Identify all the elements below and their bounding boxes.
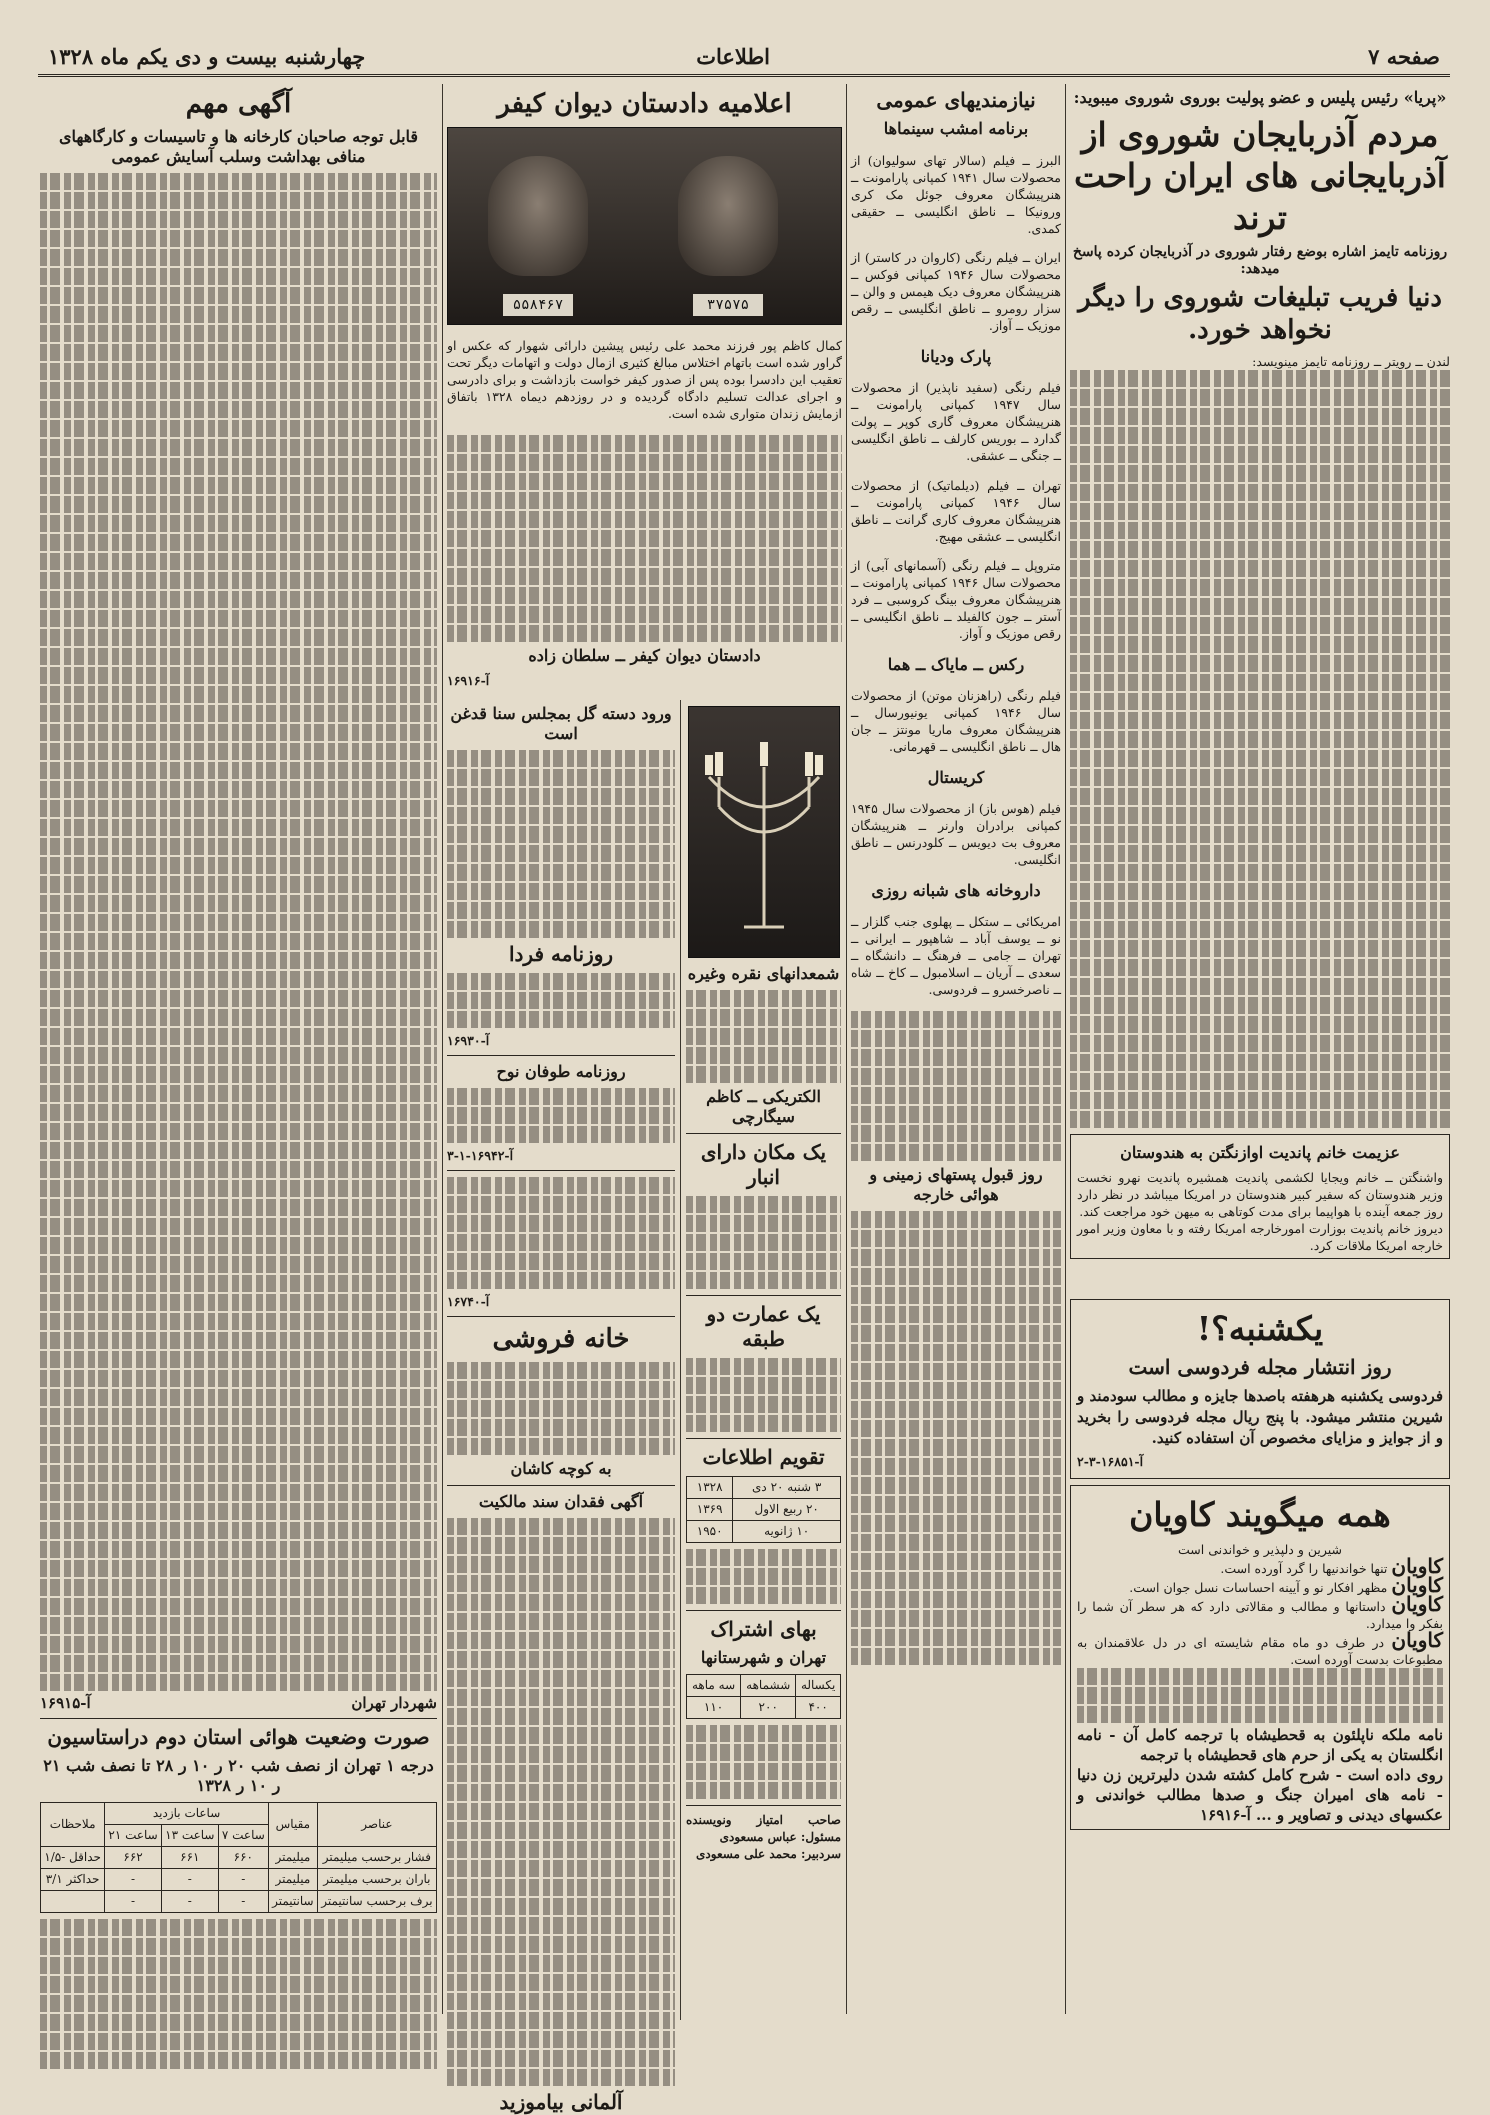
- cinema-park: فیلم رنگی (سفید ناپذیر) از محصولات سال ۱۹۴۷ کمپانی پارامونت ــ هنرپیشگان معروف گاری کوپر ــ پولت گدارد ــ بوریس کارلف ــ ناطق انگلیسی ــ جنگی ــ عشقی.: [851, 380, 1061, 463]
- kaveh-tail: نامه ملکه ناپلئون به قحطیشاه با ترجمه کامل آن - نامه انگلستان به یکی از حرم های قحطیشاه با ترجمه: [1077, 1726, 1443, 1765]
- code-3: آ-۱۶۷۴۰: [447, 1294, 490, 1309]
- makan-title: یک مکان دارای انبار: [700, 1140, 827, 1189]
- lost-deed-title: آگهی فقدان سند مالکیت: [478, 1491, 644, 1511]
- cinema-tehran: تهران ــ فیلم (دیلماتیک) از محصولات سال ۱۹۴۶ کمپانی پارامونت ــ هنرپیشگان معروف کاری گرانت ــ ناطق انگلیسی ــ عشقی مهیج.: [851, 477, 1061, 544]
- issue-date: چهارشنبه بیست و دی یکم ماه ۱۳۲۸: [48, 44, 366, 69]
- pharmacy-list: امریکائی ــ ستکل ــ پهلوی جنب گلزار ــ نو ــ یوسف آباد ــ شاهپور ــ ایرانی ــ تهران ــ جامی ــ فرهنگ ــ دانشگاه ــ سعدی ــ آریان ــ اسلامبول ــ کاخ ــ شاه ــ ناصرخسرو ــ فردوسی.: [851, 914, 1061, 997]
- notices-title: نیازمندیهای عمومی: [876, 88, 1036, 112]
- page-number: صفحه ۷: [1368, 44, 1440, 69]
- pandit-tail: دیروز خانم پاندیت بوزارت امورخارجه امریکا رفته و با معاون وزیر امور خارجه امریکا ملاقات کرد.: [1077, 1220, 1443, 1253]
- house-title: خانه فروشی: [492, 1324, 630, 1354]
- court-text: کمال کاظم پور فرزند محمد علی رئیس پیشین دارائی شهوار که عکس او گراور شده است باتهام اختلاس مبالغ کثیری ازمال دولت و اتهامات دیگر تحت تعقیب این دادسرا بوده پس از صدور کیفر خواست بازداشت و برای دادرسی و اجرای عدالت تسلیم دادگاه گردیده و در روزدهم دیماه ۱۳۲۸ باتفاق ازمایش زندان متواری شده است.: [447, 338, 842, 421]
- subscription-title: بهای اشتراک: [710, 1617, 817, 1641]
- article-body: [1070, 370, 1450, 1128]
- pandit-text: واشنگتن ــ خانم ویجایا لکشمی پاندیت همشیره پاندیت نهرو نخست وزیر هندوستان که سفیر کبیر هندوستان در امریکا میباشد در نظر دارد روز جمعه آینده با هواپیما برای مدت کوتاهی به میهن خود مراجعت کند.: [1077, 1169, 1443, 1219]
- headline-2: دنیا فریب تبلیغات شوروی را دیگر نخواهد خورد.: [1078, 282, 1442, 346]
- dateline: لندن ــ رویتر ــ روزنامه تایمز مینویسد:: [1252, 353, 1450, 369]
- kazem-line: الکتریکی ــ کاظم سیگارچی: [706, 1087, 821, 1126]
- code-2: آ-۱۶۹۴۲-۱-۳: [447, 1148, 514, 1163]
- park-title: پارک ودیانا: [920, 346, 992, 366]
- court-sign-code: آ-۱۶۹۱۶: [447, 672, 490, 688]
- weather-row: برف برحسب سانتیمتر سانتیمتر - - -: [41, 1890, 437, 1912]
- mugshot-plate-left: ۵۵۸۴۶۷: [503, 294, 573, 316]
- publisher-line: صاحب امتیاز ونویسنده مسئول: عباس مسعودی: [686, 1813, 841, 1844]
- pandit-title: عزیمت خانم پاندیت اوازنگتن به هندوستان: [1120, 1142, 1400, 1162]
- subhead: روزنامه تایمز اشاره بوضع رفتار شوروی در آذربایجان کرده پاسخ میدهد:: [1072, 243, 1448, 277]
- calendar-title: تقویم اطلاعات: [702, 1445, 825, 1469]
- kaveh-line-2: کاویان مظهر افکار نو و آیینه احساسات نسل جوان است.: [1129, 1573, 1443, 1598]
- column-rule: [1065, 84, 1066, 2014]
- kaveh-ad-title: همه میگویند کاویان: [1129, 1495, 1391, 1534]
- column-ads-b: [686, 700, 841, 2020]
- notice-body: [40, 173, 437, 1691]
- column-ads-a: [447, 700, 675, 2114]
- kaveh-ad-sub: شیرین و دلپذیر و خواندنی است: [1178, 1542, 1342, 1558]
- mugshot-face-left: [488, 156, 588, 276]
- mugshot-photo: [447, 127, 842, 325]
- chandelier-title: شمعدانهای نقره وغیره: [687, 964, 840, 983]
- cinema-metro: متروپل ــ فیلم رنگی (آسمانهای آبی) از محصولات سال ۱۹۴۶ کمپانی پارامونت ــ هنرپیشگان معروف بینگ کروسبی ــ فرد آستر ــ جون کالفیلد ــ ناطق انگلیسی ــ رقص موزیک و آواز.: [851, 558, 1061, 641]
- column-rule: [680, 700, 681, 2020]
- kashan-line: به کوچه کاشان: [510, 1458, 612, 1478]
- calendar-table: ۳ شنبه ۲۰ دی ۱۳۲۸ ۲۰ ربیع الاول ۱۳۶۹ ۱۰ ژانویه ۱۹۵۰: [686, 1476, 841, 1543]
- mugshot-face-right: [678, 156, 778, 276]
- toufan-title: روزنامه طوفان نوح: [496, 1062, 626, 1081]
- ferdowsi-ad-text: فردوسی یکشنبه هرهفته باصدها جایزه و مطالب سودمند و شیرین منتشر میشود. با پنج ریال مجله فردوسی را بخرید و از جوایز و مزایای مخصوص آن استفاده کنید.: [1077, 1387, 1443, 1447]
- court-title: اعلامیه دادستان دیوان کیفر: [497, 89, 792, 119]
- hava-title: روز قبول پستهای زمینی و هوائی خارجه: [869, 1164, 1043, 1204]
- column-notices: [851, 84, 1061, 2014]
- ferdowsi-ad-sub: روز انتشار مجله فردوسی است: [1128, 1355, 1392, 1379]
- notice-signer: شهردار تهران: [351, 1693, 437, 1712]
- column-court: [447, 84, 842, 694]
- kaveh-end: روی داده است - شرح کامل کشته شدن دلیرترین زن دنیا - نامه های امیران جنگ و صدها مطالب خواندنی و عکسهای دیدنی و تصاویر و ... آ-۱۶۹۱۶: [1077, 1766, 1443, 1825]
- crystal-title: کریستال: [927, 767, 985, 787]
- ferdowsi-ad-title: یکشنبه؟!: [1196, 1308, 1324, 1348]
- weather-table: عناصر مقیاس ساعات بازدید ملاحظات ساعت ۷ ساعت ۱۳ ساعت ۲۱ فشار برحسب میلیمتر میلیمتر ۶۶۰ ۶۶۱ ۶۶۲ حداقل -۱/۵ باران برحسب میلیمتر میلیمتر - - - حداکثر ۳/۱ برف برحسب سانتیمتر سانتیمتر - - -: [40, 1802, 437, 1913]
- masthead: [38, 38, 1450, 77]
- kaveh-line-4: کاویان در طرف دو ماه مقام شایسته ای در دل علاقمندان به مطبوعات بدست آورده است.: [1077, 1628, 1443, 1668]
- ferdowsi-ad-code: آ-۱۶۸۵۱-۳-۲: [1077, 1454, 1144, 1469]
- kaveh-line-3: کاویان داستانها و مطالب و مقالاتی دارد که هر سطر آن شما را بفکر وا میدارد.: [1077, 1592, 1443, 1632]
- weather-row: باران برحسب میلیمتر میلیمتر - - - حداکثر ۳/۱: [41, 1868, 437, 1890]
- pandit-news: [1070, 1134, 1450, 1259]
- column-right: [1070, 84, 1450, 2014]
- cinema-title: برنامه امشب سینماها: [883, 119, 1029, 138]
- cinema-iran: ایران ــ فیلم رنگی (کاروان در کاستر) از محصولات سال ۱۹۴۶ کمپانی فوکس ــ هنرپیشگان معروف دیک هیمس و والن ــ سزار رومرو ــ ناطق انگلیسی ــ رقص موزیک ــ آواز.: [851, 250, 1061, 333]
- ferdowsi-ad: [1070, 1299, 1450, 1479]
- subscription-sub: تهران و شهرستانها: [700, 1648, 827, 1667]
- chandelier-image: [688, 706, 840, 958]
- kaveh-line-1: کاویان تنها خواندنیها را گرد آورده است.: [1220, 1554, 1443, 1579]
- german-title: آلمانی بیاموزید: [499, 2089, 623, 2114]
- weather-subtitle: درجه ۱ تهران از نصف شب ۲۰ ر ۱۰ ر ۲۸ تا نصف شب ۲۱ ر ۱۰ ر ۱۳۲۸: [43, 1755, 434, 1795]
- column-left: [40, 84, 437, 2014]
- court-sign: دادستان دیوان کیفر ــ سلطان زاده: [528, 645, 761, 665]
- cinema-alborz: البرز ــ فیلم (سالار تهای سولیوان) از محصولات سال ۱۹۴۱ کمپانی پارامونت ــ هنرپیشگان معروف جوئل مک کری ورونیکا ــ ناطق انگلیسی ــ حقیقی کمدی.: [851, 152, 1061, 236]
- weather-row: فشار برحسب میلیمتر میلیمتر ۶۶۰ ۶۶۱ ۶۶۲ حداقل -۱/۵: [41, 1846, 437, 1868]
- omarat-title: یک عمارت دو طبقه: [706, 1302, 821, 1351]
- column-rule: [442, 84, 443, 2014]
- code-1: آ-۱۶۹۳۰: [447, 1033, 490, 1048]
- chandelier-icon: [689, 707, 839, 957]
- subscription-table: یکساله ششماهه سه ماهه ۴۰۰ ۲۰۰ ۱۱۰: [686, 1674, 841, 1719]
- notice-code: آ-۱۶۹۱۵: [40, 1693, 91, 1712]
- source-line: «پریا» رئیس پلیس و عضو پولیت بوروی شوروی میبوید:: [1073, 88, 1447, 107]
- notice-title: آگهی مهم: [185, 89, 292, 119]
- majles-title: ورود دسته گل بمجلس سنا قدغن است: [450, 704, 672, 743]
- notice-signature: [40, 1695, 437, 1712]
- pharmacy-title: داروخانه های شبانه روزی: [871, 880, 1041, 900]
- rex-title: رکس ــ مایاک ــ هما: [887, 654, 1025, 674]
- newspaper-name: اطلاعات: [696, 44, 770, 69]
- kaveh-ad: [1070, 1485, 1450, 1830]
- cinema-rex: فیلم رنگی (راهزنان موتن) از محصولات سال ۱۹۴۶ کمپانی یونیورسال ــ هنرپیشگان معروف ماریا مونتز ــ جان هال ــ ناطق انگلیسی ــ قهرمانی.: [851, 688, 1062, 754]
- editor-line: سردبیر: محمد علی مسعودی: [696, 1847, 841, 1861]
- weather-title: صورت وضعیت هوائی استان دوم دراستاسیون: [47, 1724, 430, 1749]
- cinema-crystal: فیلم (هوس باز) از محصولات سال ۱۹۴۵ کمپانی برادران وارنر ــ هنرپیشگان معروف بت دیویس ــ کلودرنس ــ ناطق انگلیسی.: [851, 801, 1061, 867]
- farda-title: روزنامه فردا: [508, 942, 614, 966]
- main-headline: مردم آذربایجان شوروی از آذربایجانی های ایران راحت ترند: [1074, 115, 1446, 237]
- notice-subtitle: قابل توجه صاحبان کارخانه ها و تاسیسات و کارگاههای منافی بهداشت وسلب آسایش عمومی: [58, 126, 419, 166]
- column-rule: [846, 84, 847, 2014]
- mugshot-plate-right: ۳۷۵۷۵: [693, 294, 763, 316]
